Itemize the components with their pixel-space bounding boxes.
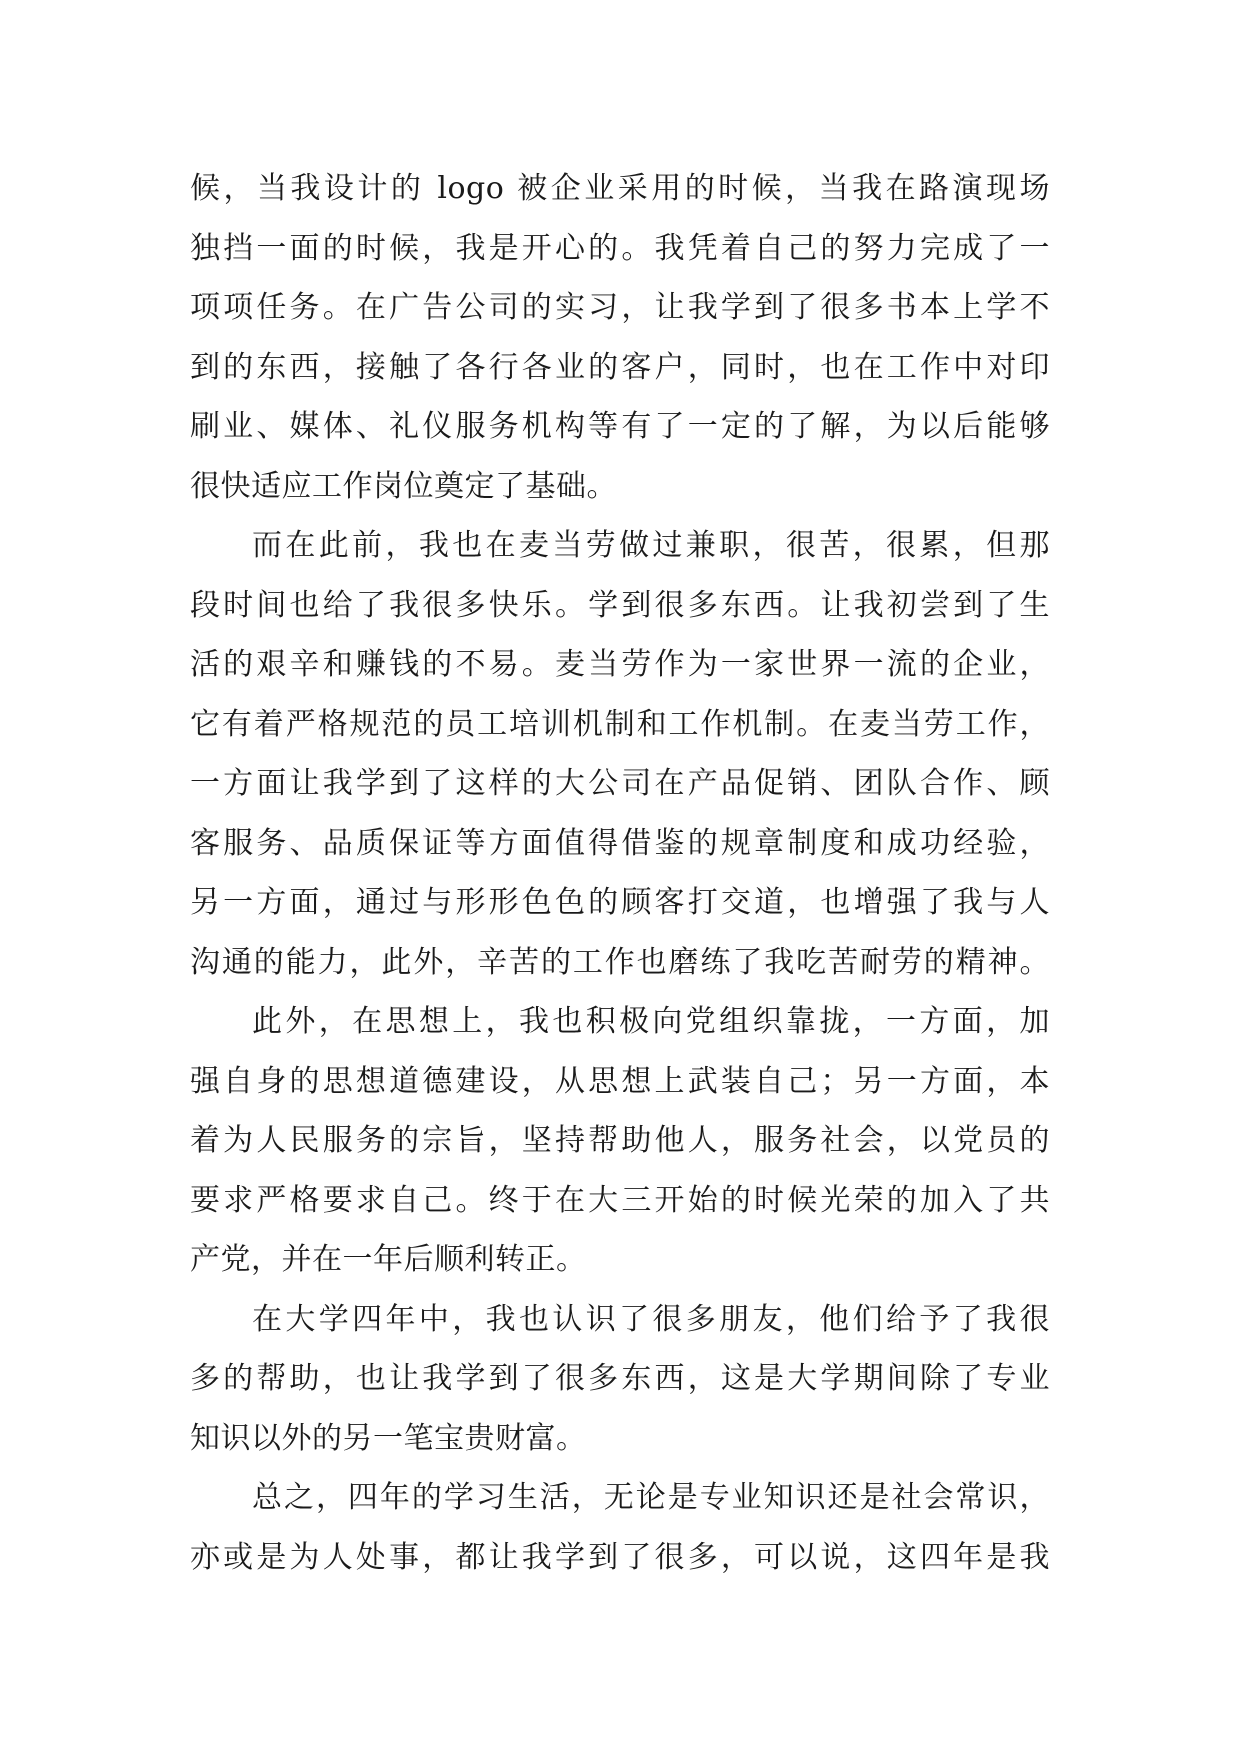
- text-line: 亦或是为人处事，都让我学到了很多，可以说，这四年是我: [190, 1539, 1050, 1575]
- text-line: 而在此前，我也在麦当劳做过兼职，很苦，很累，但那: [252, 528, 1050, 563]
- text-line: 活的艰辛和赚钱的不易。麦当劳作为一家世界一流的企业，: [190, 647, 1050, 682]
- text-line: 一方面让我学到了这样的大公司在产品促销、团队合作、顾: [190, 766, 1050, 801]
- text-line: 产党，并在一年后顺利转正。: [190, 1242, 587, 1277]
- text-line: 刷业、媒体、礼仪服务机构等有了一定的了解，为以后能够: [190, 409, 1050, 444]
- text-line: 到的东西，接触了各行各业的客户，同时，也在工作中对印: [190, 349, 1050, 385]
- text-line: 知识以外的另一笔宝贵财富。: [190, 1420, 587, 1456]
- text-line: 强自身的思想道德建设，从思想上武装自己；另一方面，本: [190, 1063, 1050, 1099]
- text-line: 要求严格要求自己。终于在大三开始的时候光荣的加入了共: [190, 1182, 1050, 1218]
- text-line: 沟通的能力，此外，辛苦的工作也磨练了我吃苦耐劳的精神。: [190, 944, 1050, 980]
- document-body-text: [190, 159, 1050, 1587]
- text-line: 此外，在思想上，我也积极向党组织靠拢，一方面，加: [252, 1004, 1050, 1039]
- text-line: 段时间也给了我很多快乐。学到很多东西。让我初尝到了生: [190, 587, 1050, 623]
- text-line: 客服务、品质保证等方面值得借鉴的规章制度和成功经验，: [190, 825, 1050, 861]
- text-line: 着为人民服务的宗旨，坚持帮助他人，服务社会，以党员的: [190, 1123, 1050, 1158]
- text-line: 它有着严格规范的员工培训机制和工作机制。在麦当劳工作，: [190, 706, 1050, 742]
- text-line: 总之，四年的学习生活，无论是专业知识还是社会常识，: [252, 1480, 1050, 1515]
- text-line: 候，当我设计的 logo 被企业采用的时候，当我在路演现场: [190, 171, 1050, 206]
- text-line: 项项任务。在广告公司的实习，让我学到了很多书本上学不: [190, 290, 1050, 325]
- text-line: 很快适应工作岗位奠定了基础。: [190, 468, 617, 504]
- text-line: 另一方面，通过与形形色色的顾客打交道，也增强了我与人: [190, 885, 1050, 920]
- text-line: 独挡一面的时候，我是开心的。我凭着自己的努力完成了一: [190, 230, 1050, 266]
- text-line: 多的帮助，也让我学到了很多东西，这是大学期间除了专业: [190, 1361, 1050, 1396]
- text-line: 在大学四年中，我也认识了很多朋友，他们给予了我很: [252, 1301, 1050, 1337]
